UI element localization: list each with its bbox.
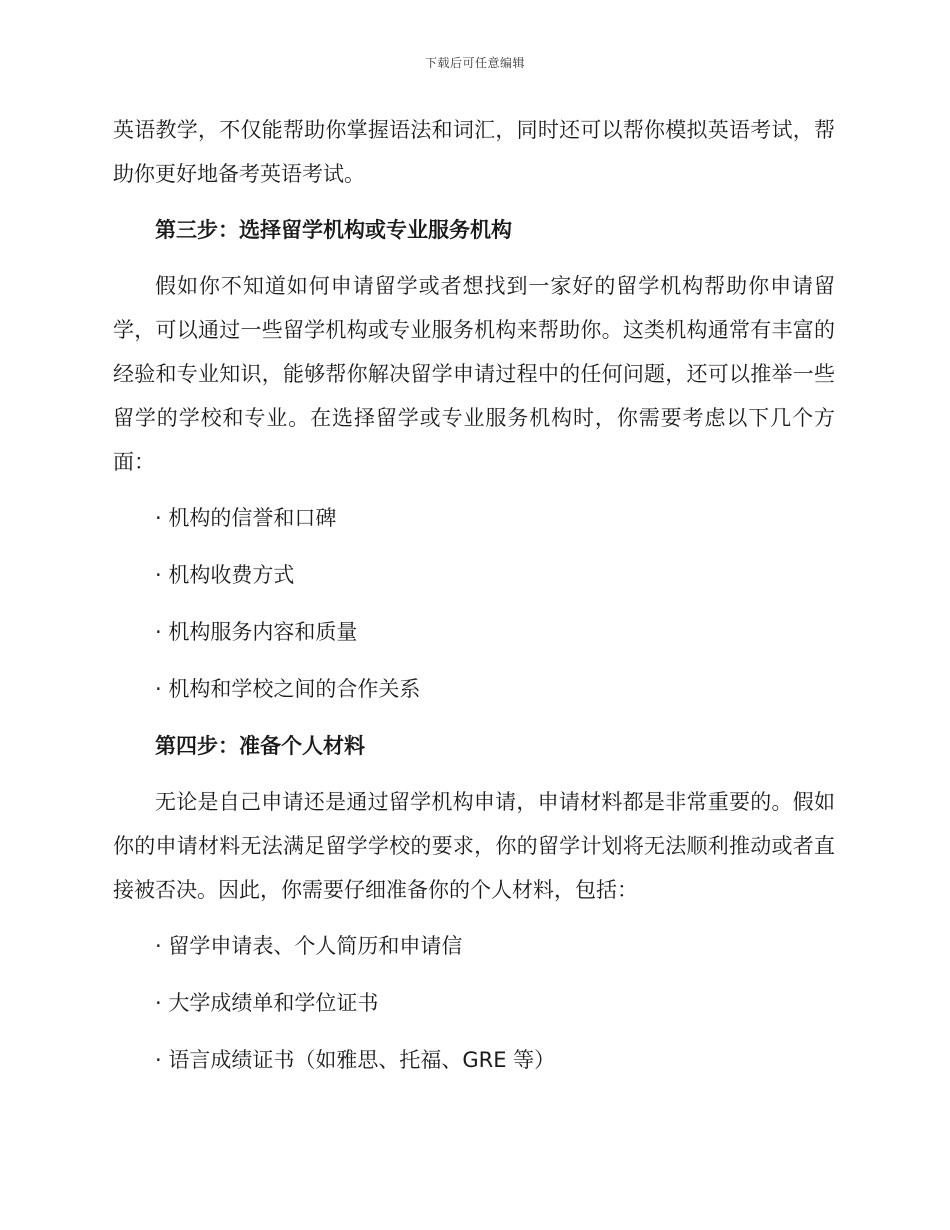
- list-item: · 机构和学校之间的合作关系: [155, 677, 421, 701]
- list-item: · 语言成绩证书（如雅思、托福、GRE 等）: [155, 1048, 556, 1072]
- page-header: 下载后可任意编辑: [424, 56, 525, 70]
- list-item: · 机构收费方式: [155, 563, 295, 587]
- paragraph-english-teaching: 英语教学，不仅能帮助你掌握语法和词汇，同时还可以帮你模拟英语考试，帮助你更好地备考英语考试。: [113, 118, 835, 186]
- paragraph-agency-intro: 假如你不知道如何申请留学或者想找到一家好的留学机构帮助你申请留学，可以通过一些留学机构或专业服务机构来帮助你。这类机构通常有丰富的经验和专业知识，能够帮你解决留学申请过程中的任何问题，还可以推举一些留学的学校和专业。在选择留学或专业服务机构时，你需要考虑以下几个方面：: [113, 274, 835, 474]
- document-body: [113, 108, 835, 1095]
- paragraph-personal-materials: 无论是自己申请还是通过留学机构申请，申请材料都是非常重要的。假如你的申请材料无法满足留学学校的要求，你的留学计划将无法顺利推动或者直接被否决。因此，你需要仔细准备你的个人材料，包括：: [113, 790, 835, 902]
- list-item: · 留学申请表、个人简历和申请信: [155, 934, 463, 958]
- list-item: · 机构的信誉和口碑: [155, 506, 337, 530]
- list-item: · 机构服务内容和质量: [155, 620, 358, 644]
- heading-step-four: 第四步：准备个人材料: [155, 734, 365, 758]
- heading-step-three: 第三步：选择留学机构或专业服务机构: [155, 218, 512, 242]
- list-item: · 大学成绩单和学位证书: [155, 991, 379, 1015]
